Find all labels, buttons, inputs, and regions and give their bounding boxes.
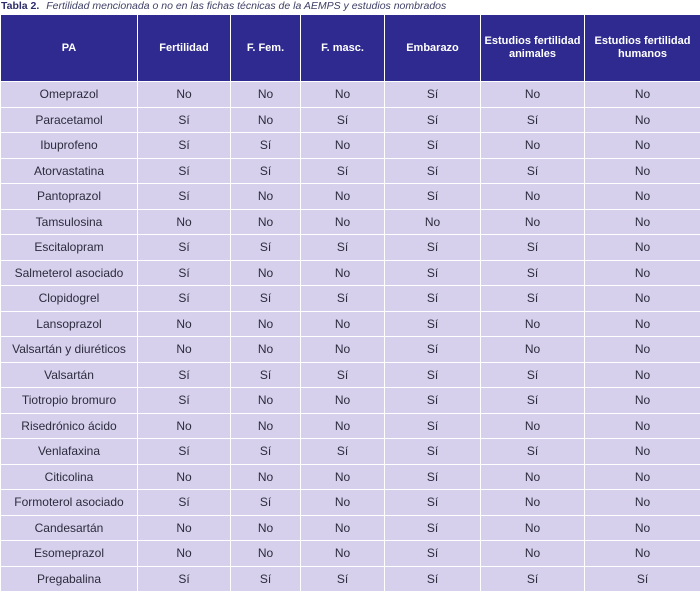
cell-pa: Omeprazol: [1, 82, 138, 108]
table-caption-title: Fertilidad mencionada o no en las fichas técnicas de la AEMPS y estudios nombrados: [46, 0, 446, 12]
header-estudios-humanos: Estudios fertilidad humanos: [585, 15, 700, 82]
table-row: [1, 82, 700, 108]
cell-f-masc: Sí: [301, 362, 385, 388]
cell-f-masc: No: [301, 413, 385, 439]
cell-pa: Valsartán y diuréticos: [1, 337, 138, 363]
cell-f-fem: Sí: [231, 566, 301, 592]
cell-estudios-animales: No: [481, 311, 585, 337]
table-row: [1, 209, 700, 235]
cell-estudios-animales: No: [481, 133, 585, 159]
header-row: [1, 15, 700, 82]
cell-pa: Atorvastatina: [1, 158, 138, 184]
cell-f-fem: No: [231, 515, 301, 541]
cell-estudios-humanos: No: [585, 209, 700, 235]
cell-fertilidad: Sí: [138, 490, 231, 516]
table-row: [1, 311, 700, 337]
cell-embarazo: Sí: [385, 490, 481, 516]
cell-f-masc: No: [301, 541, 385, 567]
cell-embarazo: Sí: [385, 184, 481, 210]
cell-f-fem: No: [231, 541, 301, 567]
cell-estudios-humanos: No: [585, 82, 700, 108]
table-row: [1, 413, 700, 439]
cell-fertilidad: No: [138, 464, 231, 490]
cell-f-fem: No: [231, 388, 301, 414]
cell-f-fem: No: [231, 464, 301, 490]
cell-estudios-animales: Sí: [481, 260, 585, 286]
cell-f-masc: No: [301, 82, 385, 108]
cell-pa: Valsartán: [1, 362, 138, 388]
table-row: [1, 566, 700, 592]
cell-estudios-animales: Sí: [481, 362, 585, 388]
cell-estudios-animales: No: [481, 413, 585, 439]
cell-f-masc: No: [301, 515, 385, 541]
header-embarazo: Embarazo: [385, 15, 481, 82]
cell-embarazo: Sí: [385, 362, 481, 388]
cell-f-masc: No: [301, 388, 385, 414]
table-header: [1, 15, 700, 82]
cell-f-fem: No: [231, 337, 301, 363]
cell-f-fem: Sí: [231, 490, 301, 516]
cell-f-fem: Sí: [231, 235, 301, 261]
cell-fertilidad: Sí: [138, 158, 231, 184]
cell-embarazo: Sí: [385, 107, 481, 133]
cell-estudios-humanos: No: [585, 362, 700, 388]
cell-f-masc: Sí: [301, 235, 385, 261]
cell-pa: Salmeterol asociado: [1, 260, 138, 286]
cell-embarazo: No: [385, 209, 481, 235]
cell-pa: Escitalopram: [1, 235, 138, 261]
cell-estudios-humanos: No: [585, 286, 700, 312]
cell-fertilidad: Sí: [138, 439, 231, 465]
cell-fertilidad: Sí: [138, 260, 231, 286]
header-f-fem: F. Fem.: [231, 15, 301, 82]
cell-fertilidad: Sí: [138, 566, 231, 592]
table-row: [1, 541, 700, 567]
cell-f-fem: No: [231, 209, 301, 235]
table-row: [1, 260, 700, 286]
cell-embarazo: Sí: [385, 413, 481, 439]
table-body: [1, 82, 700, 592]
header-estudios-animales: Estudios fertilidad animales: [481, 15, 585, 82]
cell-estudios-humanos: No: [585, 439, 700, 465]
cell-estudios-animales: No: [481, 464, 585, 490]
cell-pa: Clopidogrel: [1, 286, 138, 312]
cell-estudios-animales: Sí: [481, 107, 585, 133]
cell-f-masc: No: [301, 464, 385, 490]
cell-embarazo: Sí: [385, 286, 481, 312]
table-row: [1, 286, 700, 312]
cell-fertilidad: No: [138, 413, 231, 439]
cell-estudios-animales: No: [481, 209, 585, 235]
cell-f-fem: No: [231, 311, 301, 337]
cell-f-masc: Sí: [301, 566, 385, 592]
cell-estudios-humanos: No: [585, 515, 700, 541]
cell-pa: Formoterol asociado: [1, 490, 138, 516]
cell-estudios-humanos: No: [585, 388, 700, 414]
cell-fertilidad: Sí: [138, 184, 231, 210]
cell-estudios-animales: Sí: [481, 158, 585, 184]
cell-f-masc: No: [301, 209, 385, 235]
cell-pa: Ibuprofeno: [1, 133, 138, 159]
cell-fertilidad: No: [138, 209, 231, 235]
table-row: [1, 107, 700, 133]
cell-f-fem: Sí: [231, 362, 301, 388]
table-row: [1, 235, 700, 261]
cell-pa: Pregabalina: [1, 566, 138, 592]
cell-pa: Pantoprazol: [1, 184, 138, 210]
table-row: [1, 133, 700, 159]
cell-fertilidad: No: [138, 337, 231, 363]
table-row: [1, 464, 700, 490]
cell-estudios-animales: No: [481, 515, 585, 541]
cell-estudios-animales: Sí: [481, 286, 585, 312]
cell-estudios-humanos: No: [585, 260, 700, 286]
cell-embarazo: Sí: [385, 515, 481, 541]
cell-pa: Tiotropio bromuro: [1, 388, 138, 414]
cell-f-fem: No: [231, 413, 301, 439]
cell-estudios-animales: Sí: [481, 566, 585, 592]
cell-estudios-animales: Sí: [481, 439, 585, 465]
table-row: [1, 184, 700, 210]
cell-embarazo: Sí: [385, 133, 481, 159]
cell-estudios-animales: No: [481, 337, 585, 363]
cell-pa: Esomeprazol: [1, 541, 138, 567]
cell-embarazo: Sí: [385, 311, 481, 337]
cell-fertilidad: No: [138, 311, 231, 337]
cell-f-fem: No: [231, 107, 301, 133]
cell-estudios-humanos: No: [585, 184, 700, 210]
header-pa: PA: [1, 15, 138, 82]
cell-f-masc: No: [301, 184, 385, 210]
table-row: [1, 515, 700, 541]
cell-f-masc: No: [301, 311, 385, 337]
cell-fertilidad: Sí: [138, 286, 231, 312]
cell-fertilidad: No: [138, 541, 231, 567]
cell-embarazo: Sí: [385, 82, 481, 108]
cell-estudios-humanos: No: [585, 337, 700, 363]
cell-pa: Tamsulosina: [1, 209, 138, 235]
cell-fertilidad: No: [138, 82, 231, 108]
cell-estudios-humanos: No: [585, 158, 700, 184]
cell-f-masc: Sí: [301, 158, 385, 184]
cell-embarazo: Sí: [385, 439, 481, 465]
table-caption: [0, 0, 700, 14]
cell-fertilidad: Sí: [138, 388, 231, 414]
cell-fertilidad: Sí: [138, 133, 231, 159]
cell-estudios-animales: No: [481, 184, 585, 210]
cell-pa: Citicolina: [1, 464, 138, 490]
table-row: [1, 337, 700, 363]
cell-fertilidad: Sí: [138, 107, 231, 133]
cell-f-masc: Sí: [301, 107, 385, 133]
cell-embarazo: Sí: [385, 158, 481, 184]
table-row: [1, 388, 700, 414]
cell-f-fem: Sí: [231, 286, 301, 312]
cell-estudios-animales: Sí: [481, 388, 585, 414]
cell-f-masc: Sí: [301, 286, 385, 312]
cell-estudios-humanos: No: [585, 464, 700, 490]
cell-estudios-humanos: Sí: [585, 566, 700, 592]
cell-estudios-humanos: No: [585, 413, 700, 439]
table-caption-label: Tabla 2.: [1, 0, 39, 12]
cell-pa: Lansoprazol: [1, 311, 138, 337]
cell-estudios-animales: No: [481, 490, 585, 516]
cell-estudios-humanos: No: [585, 490, 700, 516]
cell-estudios-animales: Sí: [481, 235, 585, 261]
header-fertilidad: Fertilidad: [138, 15, 231, 82]
cell-estudios-humanos: No: [585, 541, 700, 567]
cell-f-fem: No: [231, 82, 301, 108]
cell-fertilidad: Sí: [138, 235, 231, 261]
cell-f-masc: No: [301, 337, 385, 363]
table-row: [1, 362, 700, 388]
table-row: [1, 158, 700, 184]
cell-embarazo: Sí: [385, 566, 481, 592]
cell-embarazo: Sí: [385, 235, 481, 261]
cell-pa: Risedrónico ácido: [1, 413, 138, 439]
cell-f-fem: Sí: [231, 133, 301, 159]
cell-embarazo: Sí: [385, 388, 481, 414]
cell-f-masc: No: [301, 133, 385, 159]
table-row: [1, 439, 700, 465]
table-row: [1, 490, 700, 516]
cell-f-fem: Sí: [231, 158, 301, 184]
cell-embarazo: Sí: [385, 464, 481, 490]
cell-pa: Candesartán: [1, 515, 138, 541]
cell-pa: Paracetamol: [1, 107, 138, 133]
cell-f-fem: No: [231, 260, 301, 286]
cell-estudios-humanos: No: [585, 107, 700, 133]
cell-fertilidad: No: [138, 515, 231, 541]
cell-embarazo: Sí: [385, 260, 481, 286]
header-f-masc: F. masc.: [301, 15, 385, 82]
cell-f-fem: Sí: [231, 439, 301, 465]
cell-f-masc: No: [301, 260, 385, 286]
cell-estudios-animales: No: [481, 82, 585, 108]
cell-f-masc: Sí: [301, 439, 385, 465]
cell-f-masc: No: [301, 490, 385, 516]
cell-f-fem: No: [231, 184, 301, 210]
cell-estudios-animales: No: [481, 541, 585, 567]
cell-embarazo: Sí: [385, 337, 481, 363]
cell-fertilidad: Sí: [138, 362, 231, 388]
fertility-table: [0, 14, 700, 592]
cell-estudios-humanos: No: [585, 311, 700, 337]
cell-embarazo: Sí: [385, 541, 481, 567]
cell-pa: Venlafaxina: [1, 439, 138, 465]
cell-estudios-humanos: No: [585, 235, 700, 261]
cell-estudios-humanos: No: [585, 133, 700, 159]
